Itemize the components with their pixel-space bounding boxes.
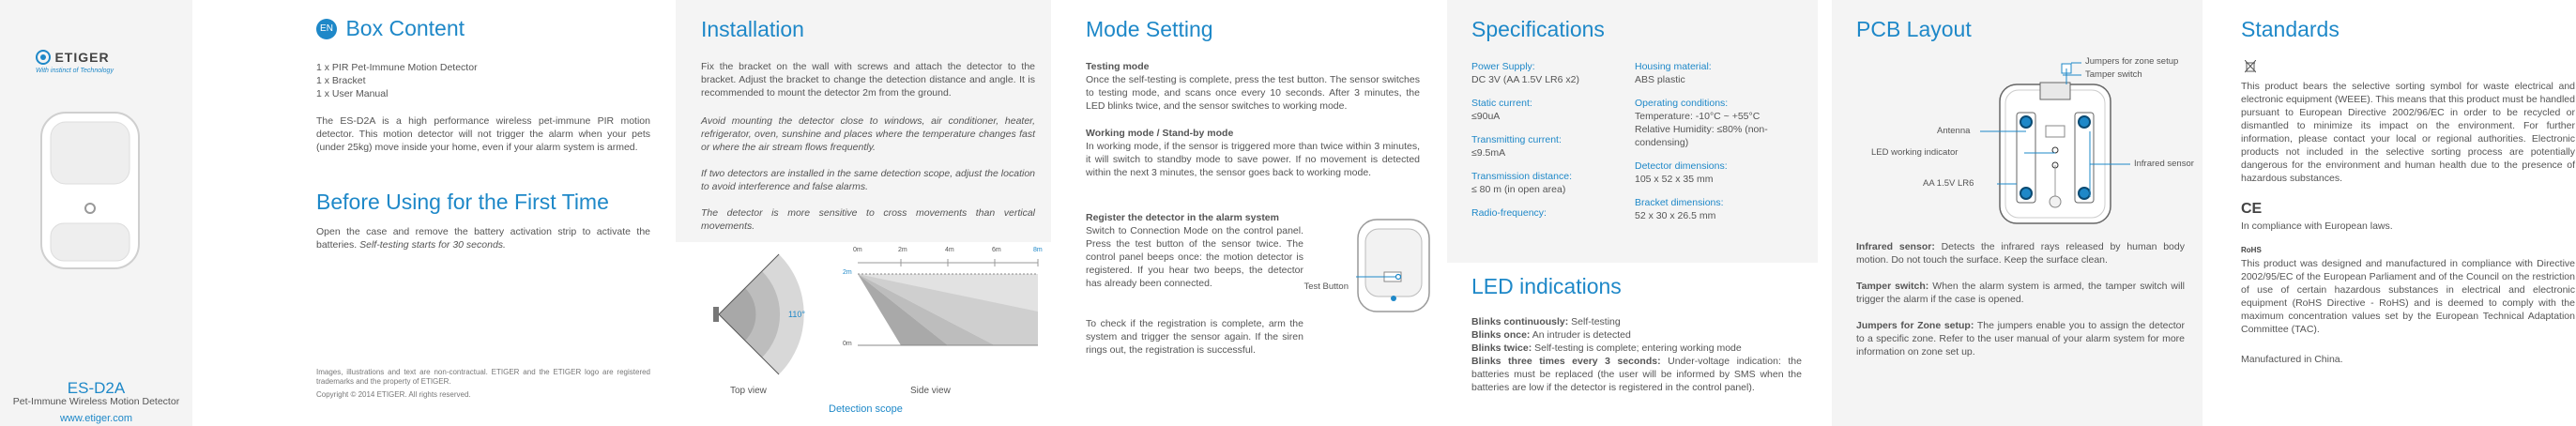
spec-value: Temperature: -10°C ~ +55°C Relative Humidity: ≤80% (non-condensing) [1635,111,1768,148]
spec-item [1471,97,1636,123]
before-instruction: Open the case and remove the battery activation strip to activate the batteries. [316,226,650,251]
standards-title: Standards [2241,17,2340,41]
spec-key: Static current: [1471,98,1532,109]
spec-key: Bracket dimensions: [1635,197,1724,208]
pcb-infrared-desc: Detects the infrared rays released by human body motion. Do not touch the surface. Keep the surface clean. [1856,241,2185,266]
led-list [1471,315,1802,394]
install-sensitivity: The detector is more sensitive to cross movements than vertical movements. [701,207,1035,232]
spec-key: Housing material: [1635,61,1712,72]
legal-copyright: Copyright © 2014 ETIGER. All rights reserved. [316,390,471,399]
spec-item [1471,133,1636,160]
led-indicator-label: LED working indicator [1871,147,1959,158]
list-item: 1 x User Manual [316,88,389,99]
before-title: Before Using for the First Time [316,190,609,214]
pcb-tamper-desc: When the alarm system is armed, the tamper switch will trigger the alarm if the case is opened. [1856,281,2185,305]
led-value: An intruder is detected [1530,329,1631,341]
spec-item [1635,196,1804,222]
working-heading: Working mode / Stand-by mode [1086,128,1234,139]
install-paragraph: Fix the bracket on the wall with screws and attach the detector to the bracket. Adjust the bracket to change the detection distance and angle. It is recommended to mount the detector 2m from the ground. [701,61,1035,99]
box-items-list [316,61,650,100]
height-label: 2m [843,269,852,276]
ce-text: In compliance with European laws. [2241,221,2393,232]
list-item: 1 x Bracket [316,75,366,86]
detection-diagram [676,242,1051,426]
led-key: Blinks continuously: [1471,316,1569,327]
jumpers-label: Jumpers for zone setup [2085,56,2179,67]
cover-panel [0,0,192,426]
tamper-label: Tamper switch [2085,69,2142,80]
mode-title: Mode Setting [1086,17,1213,41]
etiger-logo [36,49,158,74]
top-view-label: Top view [730,386,767,396]
box-description: The ES-D2A is a high performance wireless pet-immune PIR motion detector. This motion detector will not trigger the alarm when your pets (under 25kg) move inside your home, even if your alarm system is armed. [316,115,650,153]
led-panel [1447,263,1818,426]
pcb-jumpers-desc: The jumpers enable you to assign the detector to a specific zone. Refer to the user manual of your alarm system for more information on zone set up. [1856,320,2185,358]
specs-left-column [1471,60,1636,220]
distance-label: 8m [1033,247,1043,253]
spec-item [1471,60,1636,86]
list-item: 1 x PIR Pet-Immune Motion Detector [316,62,478,73]
testing-text: Once the self-testing is complete, press the test button. The sensor switches to testing mode, and scans once every 10 seconds. After 3 minutes, the LED blinks twice, and the sensor switches to working mode. [1086,74,1420,112]
spec-item [1471,170,1636,196]
weee-bin-icon [2245,60,2256,73]
side-view-label: Side view [910,386,951,396]
height-label: 0m [843,341,852,347]
spec-key: Transmitting current: [1471,134,1562,145]
led-value: Under-voltage indication: the batteries must be replaced (the user will be informed by SMS when the batteries are low if the detector is registered in the control panel). [1471,356,1802,393]
product-name: Pet-Immune Wireless Motion Detector [12,396,180,407]
model-name: ES-D2A [67,379,126,397]
side-view-diagram [854,255,1042,358]
made-in-text: Manufactured in China. [2241,354,2343,365]
before-text [316,225,650,251]
test-button-label: Test Button [1303,281,1349,292]
pcb-panel [1832,0,2203,426]
spec-key: Operating conditions: [1635,98,1729,109]
language-badge: EN [316,19,337,39]
led-key: Blinks once: [1471,329,1531,341]
brand-name: ETIGER [54,49,110,65]
spec-value: ≤90uA [1471,111,1501,122]
ce-mark-icon: CE [2241,201,2263,217]
pcb-tamper-heading: Tamper switch: [1856,281,1929,292]
distance-label: 2m [898,247,907,253]
spec-key: Radio-frequency: [1471,207,1547,219]
led-item [1471,315,1802,328]
testing-heading: Testing mode [1086,61,1150,72]
check-text: To check if the registration is complete, arm the system and trigger the sensor again. If the siren rings out, the registration is successful. [1086,318,1303,356]
install-interference: If two detectors are installed in the same detection scope, adjust the location to avoid interference and false alarms. [701,168,1035,192]
spec-value: ≤ 80 m (in open area) [1471,184,1566,195]
rohs-mark-icon: RoHS [2241,246,2262,254]
battery-label: AA 1.5V LR6 [1923,178,1974,189]
infrared-label: Infrared sensor [2134,159,2194,169]
distance-label: 4m [945,247,954,253]
detection-scope-label: Detection scope [829,403,903,415]
spec-item [1635,97,1804,149]
distance-label: 0m [853,247,862,253]
spec-key: Detector dimensions: [1635,160,1728,172]
spec-value: 105 x 52 x 35 mm [1635,174,1714,185]
weee-text: This product bears the selective sorting symbol for waste electrical and electronic equipment (WEEE). This means that this product must be handled pursuant to European Directive 2002/96/EC in order to be recycled or dismantled to minimize its impact on the environment. For further information, please contact your local or regional authorities. Electronic products not included in the selective sorting process are potentially dangerous for the environment and human health due to the presence of hazardous substances. [2241,81,2575,184]
specs-right-column [1635,60,1804,222]
register-heading: Register the detector in the alarm system [1086,212,1279,223]
spec-item [1635,60,1804,86]
mode-panel [1062,0,1434,426]
pcb-jumpers-heading: Jumpers for Zone setup: [1856,320,1974,331]
install-warning: Avoid mounting the detector close to windows, air conditioner, heater, refrigerator, oven, sunshine and places where the temperature changes fast or where the air stream flows frequently. [701,115,1035,153]
register-text: Switch to Connection Mode on the control panel. Press the test button of the sensor twice. The control panel beeps once: the motion detector is registered. If you hear two beeps, the detector has already been connected. [1086,225,1303,289]
legal-trademarks: Images, illustrations and text are non-contractual. ETIGER and the ETIGER logo are registered trademarks and the property of ETIGER. [316,368,650,386]
detector-illustration [39,111,141,270]
spec-item [1471,206,1636,220]
pcb-infrared-heading: Infrared sensor: [1856,241,1935,252]
spec-value: DC 3V (AA 1.5V LR6 x2) [1471,74,1579,85]
spec-item [1635,160,1804,186]
standards-panel [2215,0,2576,426]
detector-back-illustration [1356,218,1433,315]
led-item [1471,355,1802,394]
led-value: Self-testing [1568,316,1621,327]
brand-tagline: With instinct of Technology [36,68,114,74]
angle-label: 110° [788,310,805,319]
pcb-jumpers-text [1856,319,2185,358]
spec-value: ABS plastic [1635,74,1685,85]
distance-label: 6m [992,247,1001,253]
led-title: LED indications [1471,274,1622,298]
pcb-tamper-text [1856,280,2185,306]
box-panel [297,0,664,426]
led-value: Self-testing is complete; entering working mode [1532,342,1742,354]
antenna-label: Antenna [1937,126,1971,136]
testing-section [1086,60,1420,113]
working-section [1086,127,1420,179]
spec-value: 52 x 30 x 26.5 mm [1635,210,1716,221]
pcb-title: PCB Layout [1856,17,1972,41]
pcb-leader-lines [1832,0,2203,244]
specs-title: Specifications [1471,17,1605,41]
led-key: Blinks three times every 3 seconds: [1471,356,1661,367]
website-link[interactable]: www.etiger.com [59,413,133,424]
led-item [1471,328,1802,342]
box-heading [316,16,465,41]
etiger-logo-icon [36,50,51,65]
spec-key: Transmission distance: [1471,171,1572,182]
pcb-infrared-text [1856,240,2185,266]
spec-value: ≤9.5mA [1471,147,1506,159]
box-content-title: Box Content [345,16,465,40]
installation-title: Installation [701,17,804,41]
spec-key: Power Supply: [1471,61,1535,72]
led-item [1471,342,1802,355]
working-text: In working mode, if the sensor is triggered more than twice within 3 minutes, it will switch to standby mode to save power. If no movement is detected within the next 3 minutes, the sensor goes back to working mode. [1086,141,1420,178]
led-key: Blinks twice: [1471,342,1532,354]
rohs-text: This product was designed and manufactured in compliance with Directive 2002/95/EC of the European Parliament and of the Council on the restriction of use of certain hazardous substances in electrical and electronic equipment (RoHS Directive - RoHS) and is deemed to comply with the maximum concentration values set by the European Technical Adaptation Committee (TAC). [2241,258,2575,335]
before-note: Self-testing starts for 30 seconds. [359,239,506,251]
